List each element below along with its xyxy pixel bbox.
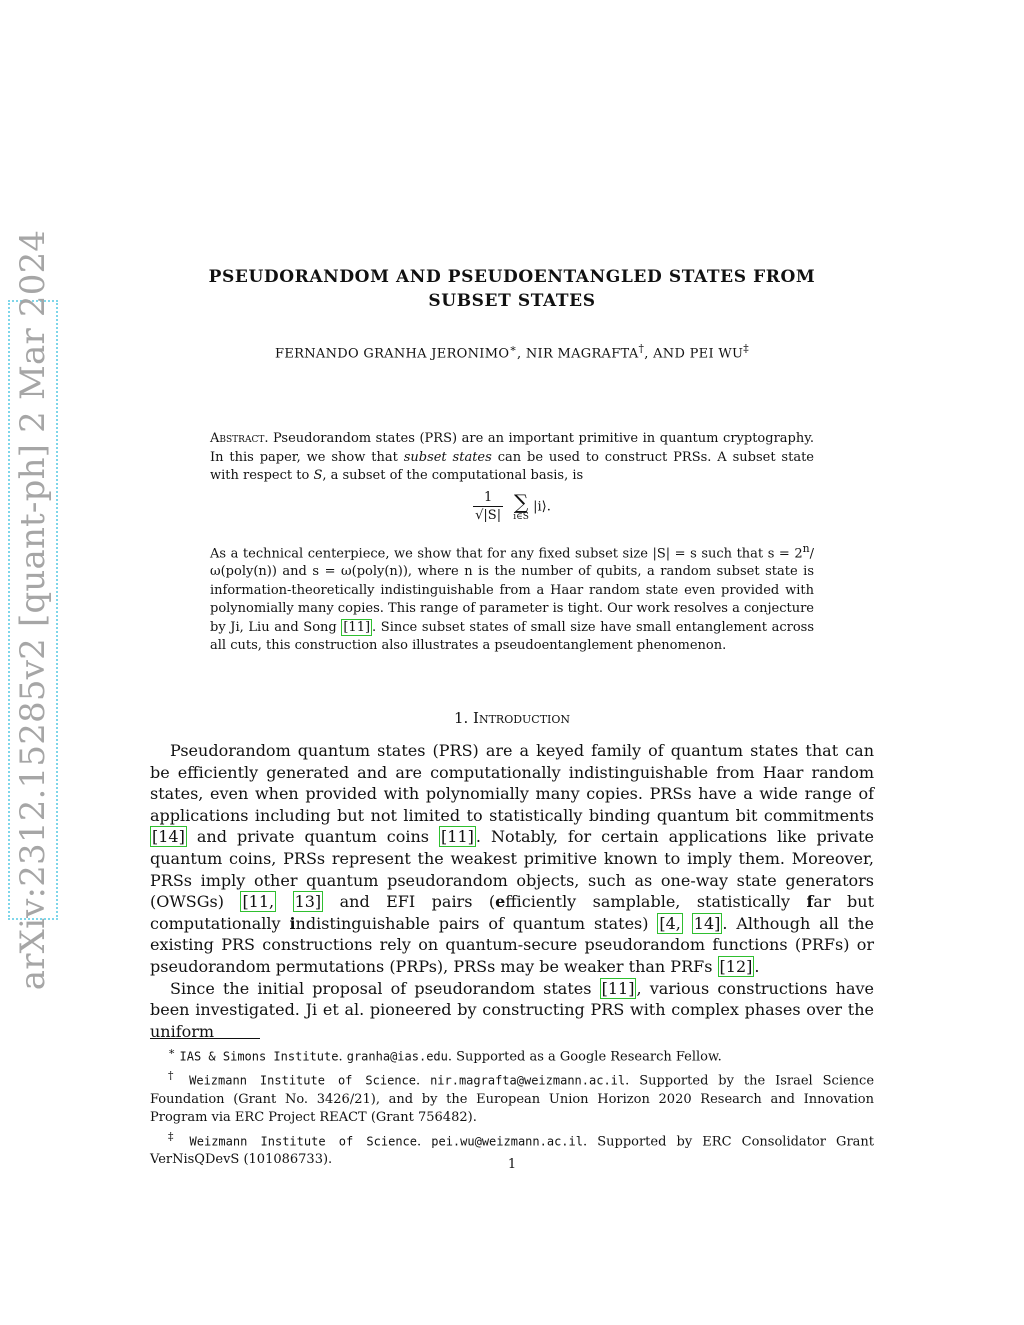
summation: ∑ i∈S bbox=[513, 489, 529, 522]
fraction: $\frac{1}{√|S|}$ bbox=[475, 489, 502, 523]
affiliation: IAS & Simons Institute bbox=[179, 1049, 339, 1064]
citation-link[interactable]: [11] bbox=[343, 619, 371, 635]
citation-link[interactable]: 14] bbox=[693, 913, 721, 933]
citation-link[interactable]: [12] bbox=[719, 956, 753, 976]
body-text bbox=[150, 740, 874, 1042]
author-name: FERNANDO GRANHA JERONIMO bbox=[275, 346, 510, 362]
footnote: ∗ IAS & Simons Institute. granha@ias.edu. Supported as a Google Research Fellow. bbox=[168, 1045, 722, 1065]
citation-link[interactable]: [4, bbox=[659, 913, 681, 933]
arxiv-id: arXiv:2312.15285v2 [quant-ph] 2 Mar 2024 bbox=[13, 229, 53, 991]
author-name: , NIR MAGRAFTA bbox=[516, 346, 639, 362]
section-heading bbox=[150, 709, 874, 727]
citation-link[interactable]: [11] bbox=[441, 827, 474, 847]
footnotes bbox=[150, 1043, 874, 1170]
footnote-divider bbox=[150, 1038, 260, 1039]
subset-state-formula bbox=[210, 490, 814, 534]
abstract bbox=[210, 430, 814, 656]
abstract-paragraph: As a technical centerpiece, we show that for any fixed subset size |S| = s such that $s = 2^n/\omega(poly(n))$ and s = ω(poly(n)), where n is the number of qubits, a random subset state is information-theoretically indistinguishable from a Haar random state even provided with polynomially many copies. This range of parameter is tight. Our work resolves a conjecture by Ji, Liu and Song [11] . Since subset states of small size have small entanglement across all cuts, this construction also illustrates a pseudoentanglement phenomenon. bbox=[210, 541, 814, 654]
paragraph: Since the initial proposal of pseudorandom states [11] , various constructions have been investigated. Ji et al. pioneered by constructing PRS with complex phases over the uniform bbox=[150, 978, 874, 1041]
abstract-label: Abstract. bbox=[210, 431, 269, 446]
abstract-paragraph: Abstract. Pseudorandom states (PRS) are an important primitive in quantum cryptography. In this paper, we show that subset states can be used to construct PRSs. A subset state with respect to S, a subset of the computational basis, is bbox=[210, 431, 814, 483]
author-mark: ‡ bbox=[743, 342, 749, 355]
page-number: 1 bbox=[507, 1157, 517, 1172]
email-link[interactable]: nir.magrafta@weizmann.ac.il bbox=[430, 1073, 626, 1088]
email-link[interactable]: pei.wu@weizmann.ac.il bbox=[431, 1133, 583, 1148]
section-number: 1. bbox=[453, 709, 469, 727]
email-link[interactable]: granha@ias.edu bbox=[346, 1049, 448, 1064]
author-list bbox=[150, 342, 874, 361]
author-name: , AND PEI WU bbox=[644, 346, 744, 362]
paper-title bbox=[150, 265, 874, 313]
paragraph: Pseudorandom quantum states (PRS) are a keyed family of quantum states that can be efficiently generated and are computationally indistinguishable from Haar random states, even when provided with polynomially many copies. PRSs have a wide range of applications including but not limited to statistically binding quantum bit commitments [14] and private quantum coins [11] . Notably, for certain applications like private quantum coins, PRSs represent the weakest primitive known to imply them. Moreover, PRSs imply other quantum pseudorandom objects, such as one-way state generators (OWSGs) [11, 13] and EFI pairs (efficiently samplable, statistically far but computationally indistinguishable pairs of quantum states) [4, 14] . Although all the existing PRS constructions rely on quantum-secure pseudorandom functions (PRFs) or pseudorandom permutations (PRPs), PRSs may be weaker than PRFs [12] . bbox=[150, 741, 875, 976]
author-mark: † bbox=[638, 342, 645, 355]
affiliation: Weizmann Institute of Science bbox=[189, 1073, 416, 1088]
title-line-2: SUBSET STATES bbox=[428, 291, 596, 311]
footnote: ‡ Weizmann Institute of Science. pei.wu@weizmann.ac.il. Supported by ERC Consolidator Grant VerNisQDevS (101086733). bbox=[150, 1129, 875, 1168]
title-line-1: PSEUDORANDOM AND PSEUDOENTANGLED STATES FROM bbox=[208, 267, 816, 287]
footnote: † Weizmann Institute of Science. nir.magrafta@weizmann.ac.il. Supported by the Israel Science Foundation (Grant No. 3426/21), and by the European Union Horizon 2020 Research and Innovation Program via ERC Project REACT (Grant 756482). bbox=[150, 1068, 875, 1126]
citation-link[interactable]: [11, bbox=[242, 892, 275, 912]
citation-link[interactable]: 13] bbox=[294, 892, 322, 912]
arxiv-stamp bbox=[8, 229, 58, 991]
citation-link[interactable]: [14] bbox=[152, 827, 185, 847]
affiliation: Weizmann Institute of Science bbox=[189, 1133, 417, 1148]
emphasis: subset states bbox=[403, 449, 492, 465]
ket: |i⟩. bbox=[533, 499, 551, 514]
citation-link[interactable]: [11] bbox=[601, 978, 635, 998]
author-mark: ∗ bbox=[509, 342, 517, 355]
section-title: Introduction bbox=[473, 709, 571, 727]
